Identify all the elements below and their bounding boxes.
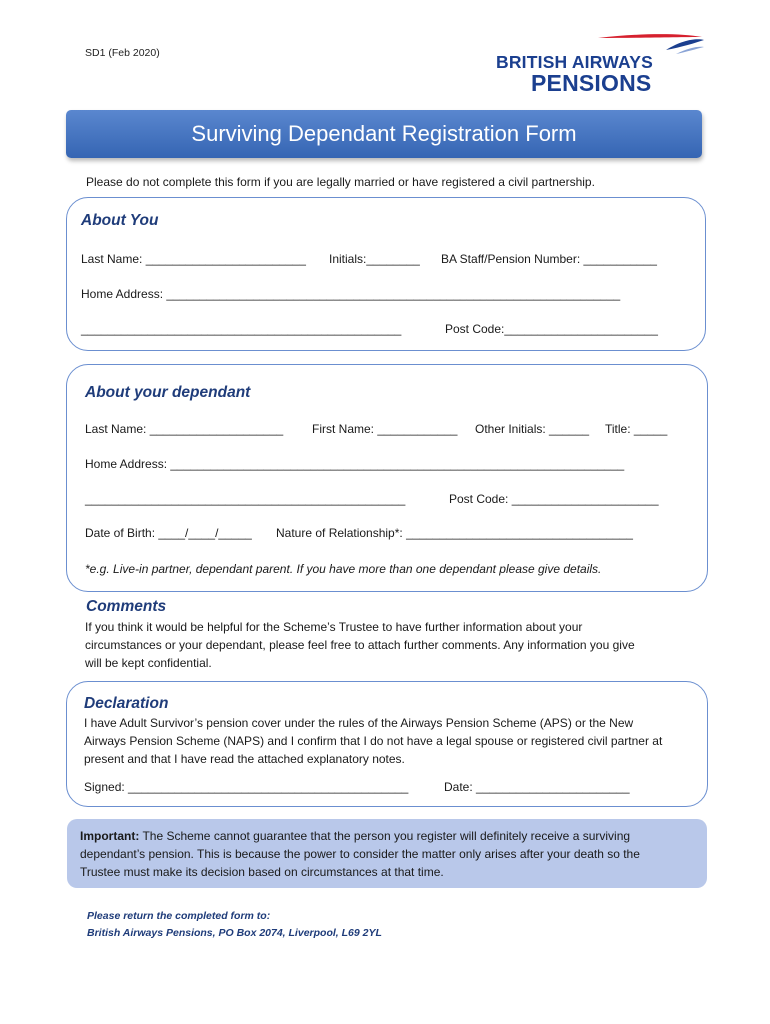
important-line-2: dependant’s pension. This is because the power to consider the matter only arises after your death so the	[80, 847, 640, 861]
about-dependant-section	[66, 364, 708, 592]
signature-field[interactable]: Signed: __________________________________________	[84, 780, 409, 794]
comments-text	[85, 618, 695, 672]
applicant-home-address-field[interactable]: Home Address: ____________________________________________________________________	[81, 287, 621, 301]
declaration-heading: Declaration	[84, 695, 169, 712]
dependant-other-initials-field[interactable]: Other Initials: ______	[475, 422, 590, 436]
comments-line: circumstances or your dependant, please feel free to attach further comments. Any information you give	[85, 638, 635, 652]
important-label: Important:	[80, 829, 140, 843]
declaration-date-field[interactable]: Date: _______________________	[444, 780, 630, 794]
form-title: Surviving Dependant Registration Form	[66, 110, 702, 158]
important-line-3: Trustee must make its decision based on circumstances at that time.	[80, 865, 444, 879]
comments-heading: Comments	[86, 598, 167, 615]
about-you-heading: About You	[81, 212, 159, 229]
dependant-date-of-birth-field[interactable]: Date of Birth: ____/____/_____	[85, 526, 252, 540]
relationship-field[interactable]: Nature of Relationship*: __________________________________	[276, 526, 633, 540]
applicant-post-code-field[interactable]: Post Code:_______________________	[445, 322, 658, 336]
logo-text-pensions: PENSIONS	[531, 70, 652, 96]
logo-text-british-airways: BRITISH AIRWAYS	[496, 52, 653, 72]
declaration-text	[84, 714, 696, 768]
applicant-initials-field[interactable]: Initials:________	[329, 252, 420, 266]
dependant-post-code-field[interactable]: Post Code: ______________________	[449, 492, 659, 506]
comments-line: If you think it would be helpful for the Scheme’s Trustee to have further information about your	[85, 620, 583, 634]
dependant-title-field[interactable]: Title: _____	[605, 422, 668, 436]
about-you-section	[66, 197, 706, 351]
intro-text: Please do not complete this form if you are legally married or have registered a civil partnership.	[86, 175, 595, 189]
relationship-note: *e.g. Live-in partner, dependant parent. If you have more than one dependant please give details.	[85, 562, 602, 576]
declaration-line: Airways Pension Scheme (NAPS) and I confirm that I do not have a legal spouse or registered civil partner at	[84, 734, 663, 748]
applicant-address-line-2[interactable]: ________________________________________________	[81, 322, 402, 336]
dependant-address-line-2[interactable]: ________________________________________________	[85, 492, 406, 506]
about-dependant-heading: About your dependant	[85, 384, 251, 401]
declaration-line: present and that I have read the attached explanatory notes.	[84, 752, 405, 766]
declaration-line: I have Adult Survivor’s pension cover under the rules of the Airways Pension Scheme (APS) or the New	[84, 716, 634, 730]
dependant-last-name-field[interactable]: Last Name: ____________________	[85, 422, 284, 436]
important-line-1: The Scheme cannot guarantee that the person you register will definitely receive a surviving	[139, 829, 631, 843]
declaration-section	[66, 681, 708, 807]
staff-pension-number-field[interactable]: BA Staff/Pension Number: ___________	[441, 252, 657, 266]
important-notice	[67, 819, 707, 888]
dependant-home-address-field[interactable]: Home Address: ____________________________________________________________________	[85, 457, 625, 471]
dependant-first-name-field[interactable]: First Name: ____________	[312, 422, 458, 436]
form-reference: SD1 (Feb 2020)	[85, 47, 160, 59]
comments-line: will be kept confidential.	[85, 656, 212, 670]
british-airways-pensions-logo	[490, 30, 710, 100]
return-instruction: Please return the completed form to:	[87, 910, 271, 922]
return-address: British Airways Pensions, PO Box 2074, Liverpool, L69 2YL	[87, 927, 382, 939]
applicant-last-name-field[interactable]: Last Name: ________________________	[81, 252, 306, 266]
important-text	[80, 827, 700, 881]
